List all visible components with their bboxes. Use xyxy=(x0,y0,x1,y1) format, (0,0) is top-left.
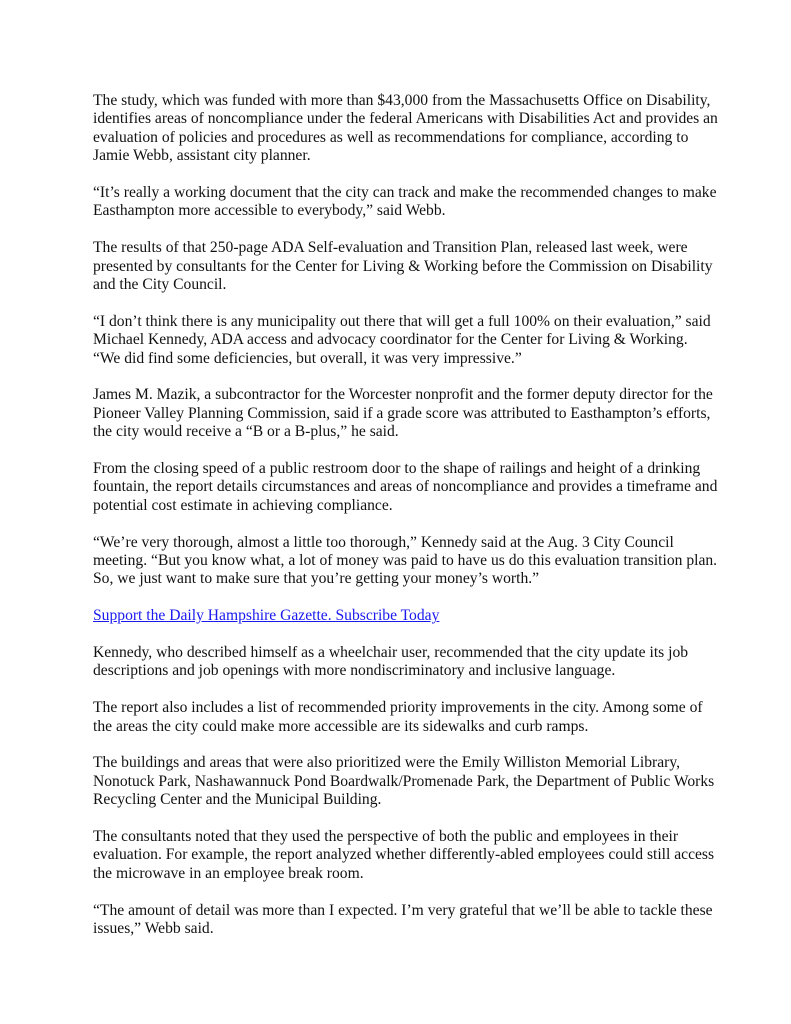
paragraph-webb-quote: “It’s really a working document that the city can track and make the recommended changes to make Easthampton more accessible to everybody,” said Webb. xyxy=(93,184,717,220)
article-body xyxy=(93,92,718,957)
paragraph-perspective: The consultants noted that they used the perspective of both the public and employees in their evaluation. For example, the report analyzed whether differently-abled employees could still access the microwave in an employee break room. xyxy=(93,828,715,882)
subscribe-link-container xyxy=(93,607,718,625)
paragraph-webb-closing-quote: “The amount of detail was more than I expected. I’m very grateful that we’ll be able to tackle these issues,” Webb said. xyxy=(93,901,713,938)
paragraph-priority-improvements: The report also includes a list of recommended priority improvements in the city. Among some of the areas the city could make more accessible are its sidewalks and curb ramps. xyxy=(93,699,703,735)
paragraph-thorough-quote: “We’re very thorough, almost a little too thorough,” Kennedy said at the Aug. 3 City Council meeting. “But you know what, a lot of money was paid to have us do this evaluation transition plan. So, we just want to make sure that you’re getting your money’s worth.” xyxy=(93,533,718,588)
paragraph-results: The results of that 250-page ADA Self-evaluation and Transition Plan, released last week, were presented by consultants for the Center for Living & Working before the Commission on Disability and the City Council. xyxy=(93,239,713,294)
subscribe-link[interactable]: Support the Daily Hampshire Gazette. Subscribe Today xyxy=(93,607,440,625)
paragraph-wheelchair-user: Kennedy, who described himself as a wheelchair user, recommended that the city update its job descriptions and job openings with more nondiscriminatory and inclusive language. xyxy=(93,644,689,680)
paragraph-funding: The study, which was funded with more than $43,000 from the Massachusetts Office on Disability, identifies areas of noncompliance under the federal Americans with Disabilities Act and provides an evaluation of policies and procedures as well as recommendations for compliance, according to Jamie Webb, assistant city planner. xyxy=(93,92,718,165)
paragraph-prioritized-buildings: The buildings and areas that were also prioritized were the Emily Williston Memorial Library, Nonotuck Park, Nashawannuck Pond Boardwalk/Promenade Park, the Department of Public Works Recycling Center and the Municipal Building. xyxy=(93,754,715,809)
paragraph-mazik: James M. Mazik, a subcontractor for the Worcester nonprofit and the former deputy director for the Pioneer Valley Planning Commission, said if a grade score was attributed to Easthampton’s efforts, the city would receive a “B or a B-plus,” he said. xyxy=(93,386,713,441)
paragraph-kennedy-quote: “I don’t think there is any municipality out there that will get a full 100% on their evaluation,” said Michael Kennedy, ADA access and advocacy coordinator for the Center for Living & Working. “We did find some deficiencies, but overall, it was very impressive.” xyxy=(93,312,711,367)
paragraph-report-details: From the closing speed of a public restroom door to the shape of railings and height of a drinking fountain, the report details circumstances and areas of noncompliance and provides a timeframe and potential cost estimate in achieving compliance. xyxy=(93,460,718,514)
